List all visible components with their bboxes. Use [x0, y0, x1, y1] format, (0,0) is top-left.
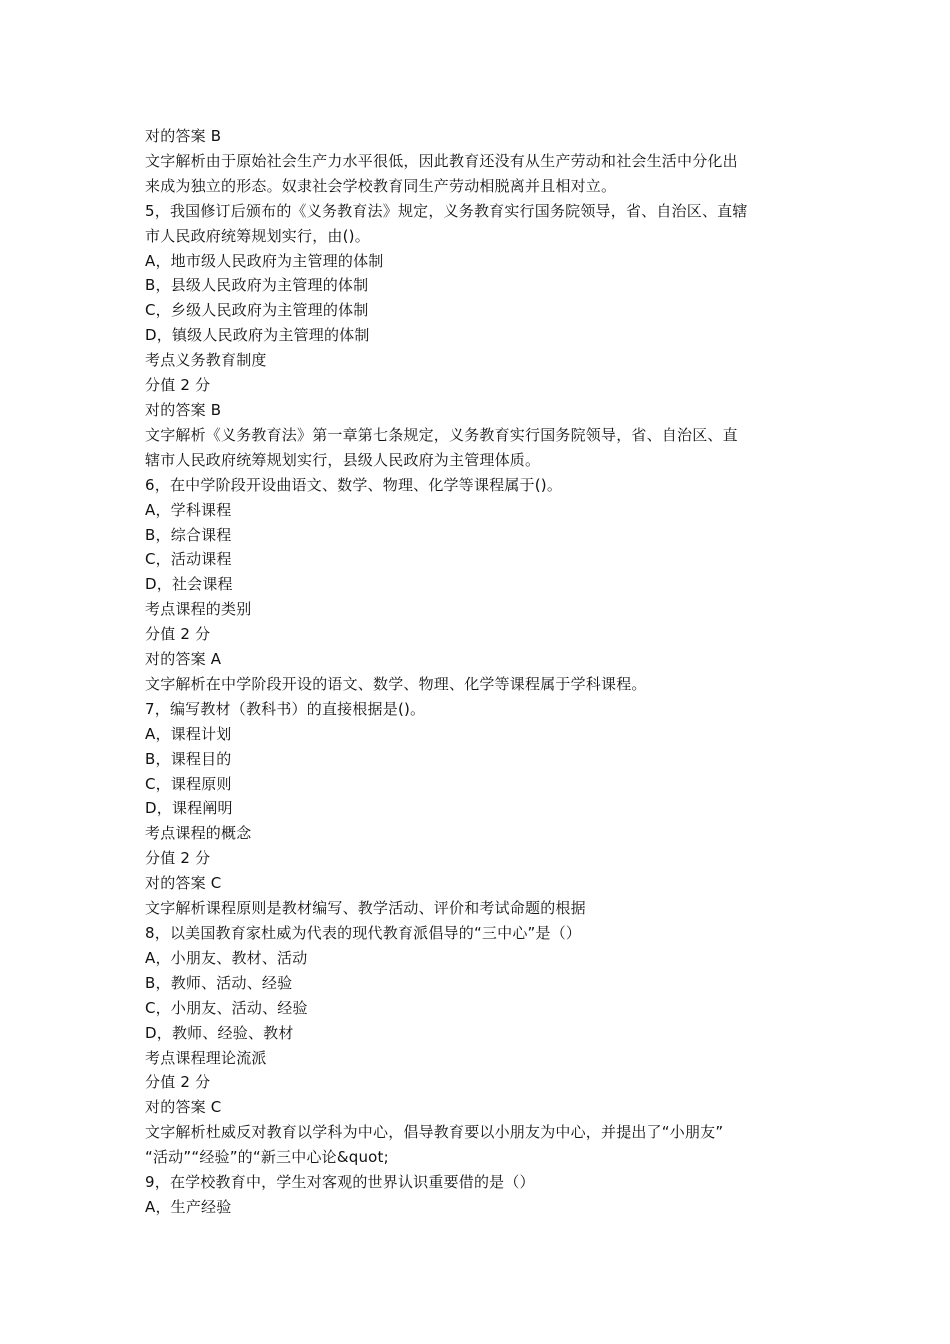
question-8-option-b: B，教师、活动、经验	[145, 973, 293, 992]
question-8-option-d: D，教师、经验、教材	[145, 1023, 294, 1042]
question-6-text: 6，在中学阶段开设曲语文、数学、物理、化学等课程属于()。	[145, 475, 563, 494]
question-6-option-b: B，综合课程	[145, 525, 232, 544]
question-8-text: 8，以美国教育家杜威为代表的现代教育派倡导的“三中心”是（）	[145, 924, 582, 942]
question-5-explanation: 文字解析《义务教育法》第一章第七条规定，义务教育实行国务院领导，省、自治区、直	[145, 425, 738, 444]
explanation-line: 文字解析由于原始社会生产力水平很低，因此教育还没有从生产劳动和社会生活中分化出	[145, 151, 738, 170]
question-6-option-d: D，社会课程	[145, 575, 233, 594]
question-5-score: 分值 2 分	[145, 376, 211, 395]
question-8-option-a: A，小朋友、教材、活动	[145, 948, 308, 967]
question-7-text: 7，编写教材（教科书）的直接根据是()。	[145, 699, 426, 718]
question-5-answer: 对的答案 B	[145, 400, 222, 419]
question-5-option-b: B，县级人民政府为主管理的体制	[145, 276, 369, 295]
question-7-explanation: 文字解析课程原则是教材编写、教学活动、评价和考试命题的根据	[145, 899, 586, 918]
question-6-option-c: C，活动课程	[145, 550, 232, 569]
question-7-option-a: A，课程计划	[145, 724, 232, 743]
question-7-topic: 考点课程的概念	[145, 824, 252, 843]
question-6-answer: 对的答案 A	[145, 650, 222, 669]
question-7-score: 分值 2 分	[145, 849, 211, 868]
question-9-option-a: A，生产经验	[145, 1197, 232, 1216]
question-8-answer: 对的答案 C	[145, 1098, 222, 1117]
explanation-line: 来成为独立的形态。奴隶社会学校教育同生产劳动相脱离并且相对立。	[145, 176, 617, 195]
question-8-option-c: C，小朋友、活动、经验	[145, 998, 308, 1017]
question-7-answer: 对的答案 C	[145, 874, 222, 893]
document-body	[145, 124, 815, 1220]
question-5-option-a: A，地市级人民政府为主管理的体制	[145, 251, 384, 270]
question-6-explanation: 文字解析在中学阶段开设的语文、数学、物理、化学等课程属于学科课程。	[145, 674, 647, 693]
question-5-text: 市人民政府统筹规划实行，由()。	[145, 226, 370, 245]
question-5-explanation: 辖市人民政府统筹规划实行，县级人民政府为主管理体质。	[145, 450, 541, 469]
question-7-option-c: C，课程原则	[145, 774, 232, 793]
question-6-topic: 考点课程的类别	[145, 600, 252, 619]
question-5-text: 5，我国修订后颁布的《义务教育法》规定，义务教育实行国务院领导，省、自治区、直辖	[145, 201, 748, 220]
question-7-option-b: B，课程目的	[145, 749, 232, 768]
question-5-option-d: D，镇级人民政府为主管理的体制	[145, 326, 370, 345]
question-7-option-d: D，课程阐明	[145, 799, 233, 818]
question-5-option-c: C，乡级人民政府为主管理的体制	[145, 301, 369, 320]
question-6-score: 分值 2 分	[145, 625, 211, 644]
question-6-option-a: A，学科课程	[145, 500, 232, 519]
question-9-text: 9，在学校教育中，学生对客观的世界认识重要借的是（）	[145, 1173, 535, 1192]
question-8-explanation: “活动”“经验”的“新三中心论&quot;	[145, 1148, 389, 1167]
question-8-score: 分值 2 分	[145, 1073, 211, 1092]
question-8-topic: 考点课程理论流派	[145, 1048, 267, 1067]
question-8-explanation: 文字解析杜威反对教育以学科为中心，倡导教育要以小朋友为中心，并提出了“小朋友”	[145, 1123, 724, 1142]
question-5-topic: 考点义务教育制度	[145, 351, 267, 370]
answer-line: 对的答案 B	[145, 127, 222, 145]
